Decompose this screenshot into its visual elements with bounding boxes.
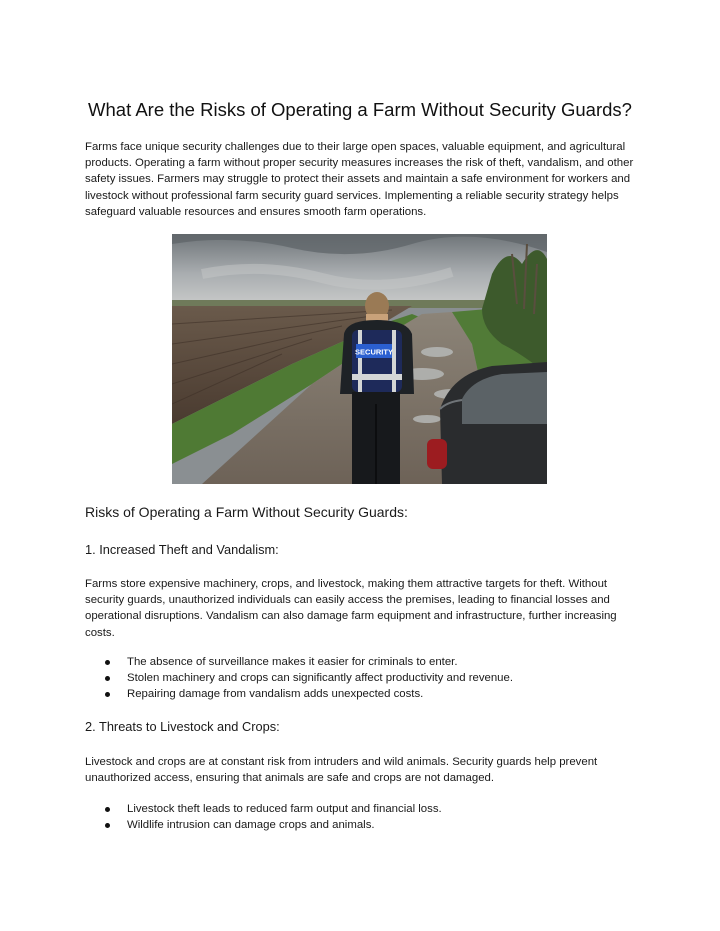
list-item: [85, 670, 637, 686]
intro-paragraph: Farms face unique security challenges due to their large open spaces, valuable equipment, and agricultural products. Operating a farm without proper security measures increases the risk of theft, vandalism, and other safety issues. Farmers may struggle to protect their assets and maintain a safe environment for workers and livestock without professional farm security guard services. Implementing a reliable security strategy helps safeguard valuable resources and ensures smooth farm operations.: [85, 141, 634, 218]
list-item-text: Livestock theft leads to reduced farm output and financial loss.: [127, 803, 442, 815]
subsection-heading: 1. Increased Theft and Vandalism:: [85, 542, 279, 557]
security-guard-farm-photo: [172, 234, 547, 484]
bullet-icon: [105, 823, 110, 828]
list-item: [85, 801, 637, 817]
list-item: [85, 686, 637, 702]
bullet-icon: [105, 660, 110, 665]
list-item: [85, 654, 637, 670]
subsection-paragraph: Farms store expensive machinery, crops, and livestock, making them attractive targets for theft. Without security guards, unauthorized individuals can easily access the premises, leading to financial losses and operational disruptions. Vandalism can also damage farm equipment and infrastructure, further increasing costs.: [85, 578, 617, 639]
list-item-text: Wildlife intrusion can damage crops and animals.: [127, 819, 375, 832]
list-item-text: Repairing damage from vandalism adds unexpected costs.: [127, 688, 424, 701]
bullet-icon: [105, 807, 110, 812]
list-item-text: Stolen machinery and crops can significantly affect productivity and revenue.: [127, 672, 514, 685]
bullet-icon: [105, 692, 110, 697]
subsection-paragraph: Livestock and crops are at constant risk from intruders and wild animals. Security guards help prevent unauthorized access, ensuring that animals are safe and crops are not damaged.: [85, 756, 598, 785]
vest-text: SECURITY: [355, 347, 393, 357]
bullet-list: [85, 801, 637, 833]
bullet-list: [85, 654, 637, 703]
list-item: [85, 817, 637, 833]
list-item-text: The absence of surveillance makes it easier for criminals to enter.: [127, 656, 458, 668]
section-heading: Risks of Operating a Farm Without Security Guards:: [85, 504, 408, 520]
page-title: What Are the Risks of Operating a Farm Without Security Guards?: [88, 99, 632, 120]
bullet-icon: [105, 676, 110, 681]
subsection-heading: 2. Threats to Livestock and Crops:: [85, 719, 280, 734]
